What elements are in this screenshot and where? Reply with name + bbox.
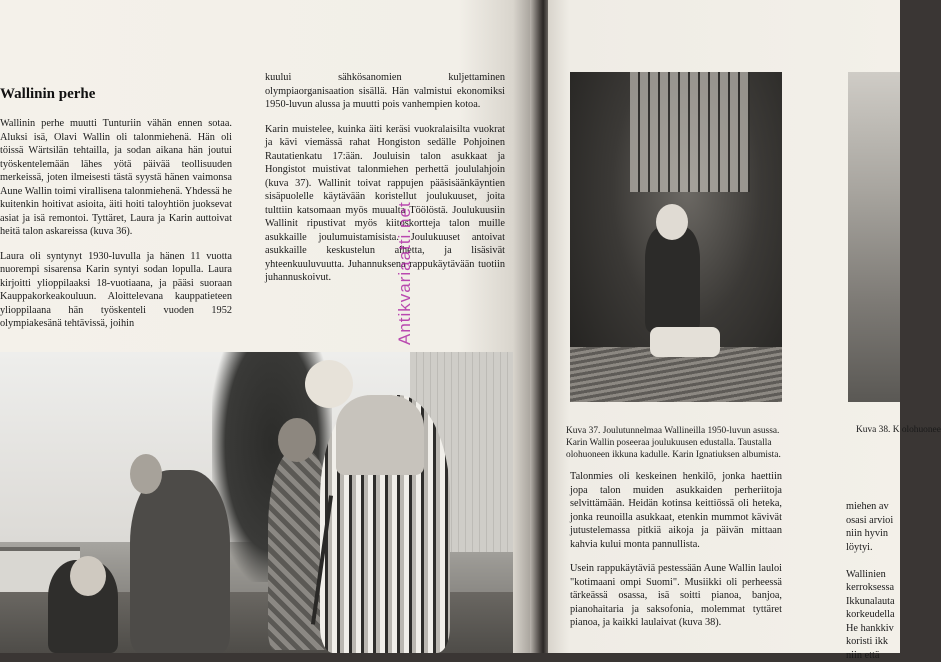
text-line: niin hyvin bbox=[846, 527, 906, 541]
text-line: He hankkiv bbox=[846, 622, 906, 636]
text-line: Ikkunalauta bbox=[846, 595, 906, 609]
photo-38-cropped bbox=[848, 72, 900, 402]
right-column-1 bbox=[570, 470, 782, 641]
right-column-2 bbox=[846, 500, 906, 662]
paragraph: Usein rappukäytäviä pestessään Aune Wallin lauloi "kotimaani ompi Suomi". Musiikki oli perheessä tärkeässä osassa, isä soitti pianoa, banjoa, pianohaitaria ja saksofonia, molemmat tyttäret pianoa, ja kaikki laulaivat (kuva 38). bbox=[570, 562, 782, 630]
section-heading: Wallinin perhe bbox=[0, 86, 95, 103]
left-column-1 bbox=[0, 117, 232, 342]
right-page bbox=[548, 0, 900, 653]
text-line: osasi arvioi bbox=[846, 514, 906, 528]
paragraph: Karin muistelee, kuinka äiti keräsi vuokralaisilta vuokrat ja kävi viemässä rahat Hongiston sedälle Pohjoinen Rautatienkatu 17:ään. Jouluisin talon asukkaat ja Hongistot muistivat talonmiehen perhettä joululahjoin (kuva 37). Wallinit toivat rappujen pääsisäänkäyntien sisäpuolelle käytävään koristellut joulukuuset, joita tulttiin katsomaan myös muualta Töölöstä. Joulukuusiin Wallinit ripustivat myös kiitoskortteja talon muille asukkaille joulumuistamisista. Joulukuuset antoivat asukkaille keskustelun aihetta, ja lisäsivät yhteenkuuluvuutta. Juhannuksena rappukäytävään tuotiin juhannuskoivut. bbox=[265, 123, 505, 285]
woman-head bbox=[278, 418, 316, 462]
paragraph: kuului sähkösanomien kuljettaminen olympiaorganisaation sisällä. Hän valmistui ekonomiksi 1950-luvun alussa ja muutti pois vanhempien kotoa. bbox=[265, 71, 505, 112]
girl-head bbox=[70, 556, 106, 596]
text-line: löytyi. bbox=[846, 541, 906, 555]
text-line: miehen av bbox=[846, 500, 906, 514]
text-line: koristi ikk bbox=[846, 635, 906, 649]
paragraph: Laura oli syntynyt 1930-luvulla ja hänen 11 vuotta nuorempi sisarensa Karin syntyi sodan lopulla. Laura kirjoitti ylioppilaaksi 18-vuotiaana, ja pääsi suoraan Kauppakorkeakouluun. Aloittelevana kauppatieteen ylioppilaana hän työskenteli vuoden 1952 olympiakesänä tehtävissä, joihin bbox=[0, 250, 232, 331]
text-line: Wallinien bbox=[846, 568, 906, 582]
text-line: korkeudella bbox=[846, 608, 906, 622]
man-head bbox=[130, 454, 162, 494]
caption-38: Kuva 38. K olohuonee bbox=[856, 424, 906, 436]
text-line bbox=[846, 554, 906, 568]
text-line: niin että bbox=[846, 649, 906, 662]
text-line: kerroksessa bbox=[846, 581, 906, 595]
girl-head bbox=[656, 204, 688, 240]
paragraph: Wallinin perhe muutti Tunturiin vähän ennen sotaa. Aluksi isä, Olavi Wallin oli talonmiehenä. Hän oli töissä Wärtsilän tehtailla, ja sodan aikana hän joutui työskentelemään lähes yötä päivää teollisuuden merkeissä, joten ilmeisesti tästä syystä hänen vaimonsa Aune Wallin toimi virallisena talonmiehenä. Yhdessä he kuitenkin hoitivat asioita, äiti hoiti taloyhtiön juoksevat asiat ja isä remontoi. Tyttäret, Laura ja Karin auttoivat heitä talon askareissa (kuva 36). bbox=[0, 117, 232, 239]
watermark-text: Antikvariaatti.net bbox=[395, 201, 415, 345]
window-shape bbox=[630, 72, 750, 192]
woman-blouse bbox=[336, 395, 424, 475]
paragraph: Talonmies oli keskeinen henkilö, jonka haettiin jopa talon muiden asukkaiden perheriitoja selvittämään. Heidän kotinsa keittiössä oli heteka, jonka reunoilla asukkaat, etenkin mummot kävivät jutustelemassa pitkiä aikoja ja päivän mittaan kahvia kului monta pannullista. bbox=[570, 470, 782, 551]
caption-37: Kuva 37. Joulutunnelmaa Wallineilla 1950-luvun asussa. Karin Wallin poseeraa joulukuusen edustalla. Taustalla olohuoneen ikkuna kadulle. Karin Ignatiuksen albumista. bbox=[566, 425, 781, 461]
man-figure bbox=[130, 470, 230, 653]
girl-seated bbox=[645, 227, 700, 332]
left-column-2 bbox=[265, 71, 505, 296]
girl-legs bbox=[650, 327, 720, 357]
woman-head-2 bbox=[305, 360, 353, 408]
christmas-photo-37 bbox=[570, 72, 782, 402]
